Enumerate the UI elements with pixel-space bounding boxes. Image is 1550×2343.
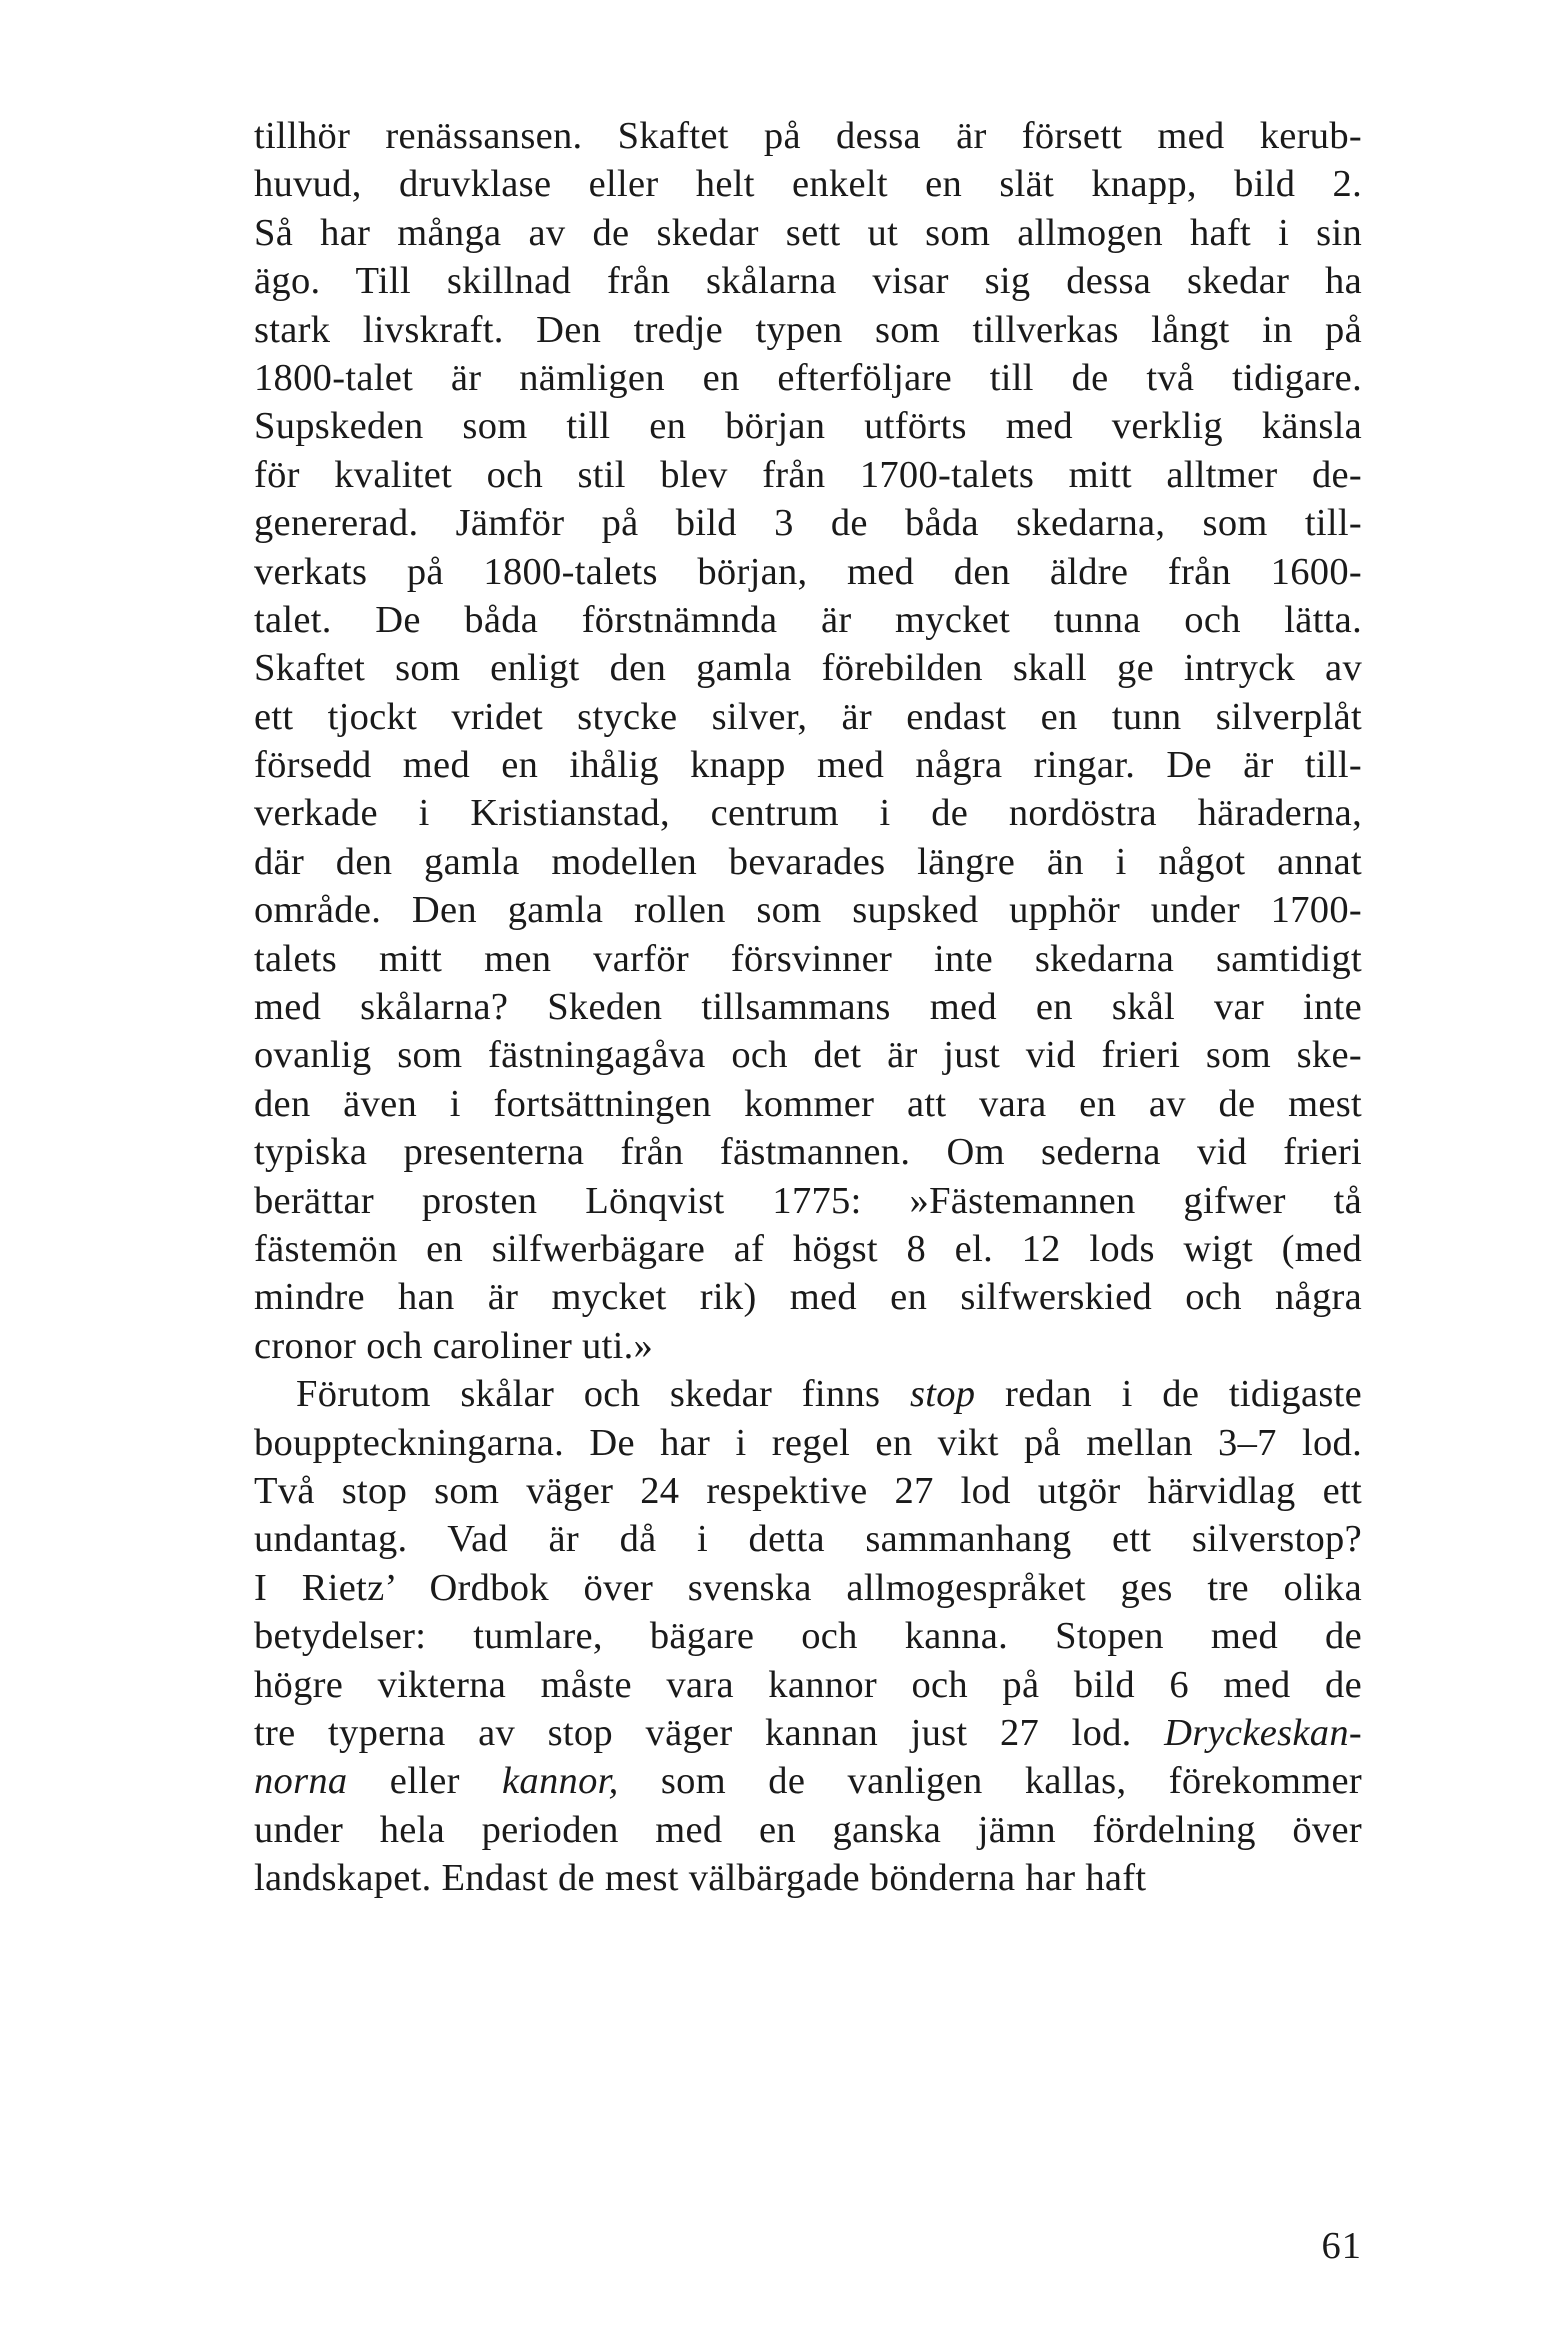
page-number: 61 [1321,2225,1362,2267]
text-line: ovanlig som fästningagåva och det är just vid frieri som ske- [254,1034,1362,1077]
text-line: verkade i Kristianstad, centrum i de nordöstra häraderna, [254,792,1362,835]
text-line: fästemön en silfwerbägare af högst 8 el. 12 lods wigt (med [254,1227,1362,1270]
text-line: 1800-talet är nämligen en efterföljare till de två tidigare. [254,356,1362,399]
body-text [254,112,1362,1902]
text-line: med skålarna? Skeden tillsammans med en skål var inte [254,986,1362,1029]
text-line: genererad. Jämför på bild 3 de båda skedarna, som till- [254,502,1362,545]
text-line: undantag. Vad är då i detta sammanhang ett silverstop? [254,1518,1362,1561]
text-line: typiska presenterna från fästmannen. Om sederna vid frieri [254,1131,1362,1174]
text-line: betydelser: tumlare, bägare och kanna. Stopen med de [254,1615,1362,1658]
text-line: bouppteckningarna. De har i regel en vikt på mellan 3–7 lod. [254,1421,1362,1464]
text-line: landskapet. Endast de mest välbärgade bönderna har haft [254,1857,1147,1900]
text-line: ägo. Till skillnad från skålarna visar sig dessa skedar ha [254,260,1362,303]
text-line: Skaftet som enligt den gamla förebilden skall ge intryck av [254,647,1362,690]
text-line: verkats på 1800-talets början, med den äldre från 1600- [254,550,1362,593]
text-line: försedd med en ihålig knapp med några ringar. De är till- [254,744,1362,787]
text-line: tre typerna av stop väger kannan just 27 lod. Dryckeskan- [254,1711,1362,1754]
italic-term: kannor, [502,1760,619,1803]
text-line: huvud, druvklase eller helt enkelt en slät knapp, bild 2. [254,163,1362,206]
text-line: ett tjockt vridet stycke silver, är endast en tunn silverplåt [254,695,1362,738]
text-line: stark livskraft. Den tredje typen som tillverkas långt in på [254,308,1362,351]
text-line: Supskeden som till en början utförts med verklig känsla [254,405,1362,448]
text-line: I Rietz’ Ordbok över svenska allmogespråket ges tre olika [254,1566,1362,1609]
text-line: mindre han är mycket rik) med en silfwerskied och några [254,1276,1362,1319]
text-line: talet. De båda förstnämnda är mycket tunna och lätta. [254,598,1362,641]
text-line: talets mitt men varför försvinner inte skedarna samtidigt [254,937,1362,980]
text-line: cronor och caroliner uti.» [254,1324,654,1367]
text-line: norna eller kannor, som de vanligen kallas, förekommer [254,1760,1362,1803]
italic-term: Dryckeskan- [1164,1711,1362,1754]
italic-term: stop [909,1373,976,1416]
text-line: Förutom skålar och skedar finns stop redan i de tidigaste [296,1373,1362,1416]
text-line: Så har många av de skedar sett ut som allmogen haft i sin [254,211,1362,254]
text-line: där den gamla modellen bevarades längre än i något annat [254,840,1362,883]
text-line: under hela perioden med en ganska jämn fördelning över [254,1808,1362,1851]
text-line: tillhör renässansen. Skaftet på dessa är försett med kerub- [254,115,1362,157]
italic-term: norna [254,1760,348,1803]
text-line: för kvalitet och stil blev från 1700-talets mitt alltmer de- [254,453,1362,496]
text-line: berättar prosten Lönqvist 1775: »Fästemannen gifwer tå [254,1179,1362,1222]
text-line: högre vikterna måste vara kannor och på bild 6 med de [254,1663,1362,1706]
text-line: område. Den gamla rollen som supsked upphör under 1700- [254,889,1362,932]
text-line: Två stop som väger 24 respektive 27 lod utgör härvidlag ett [254,1469,1362,1512]
text-line: den även i fortsättningen kommer att vara en av de mest [254,1082,1362,1125]
